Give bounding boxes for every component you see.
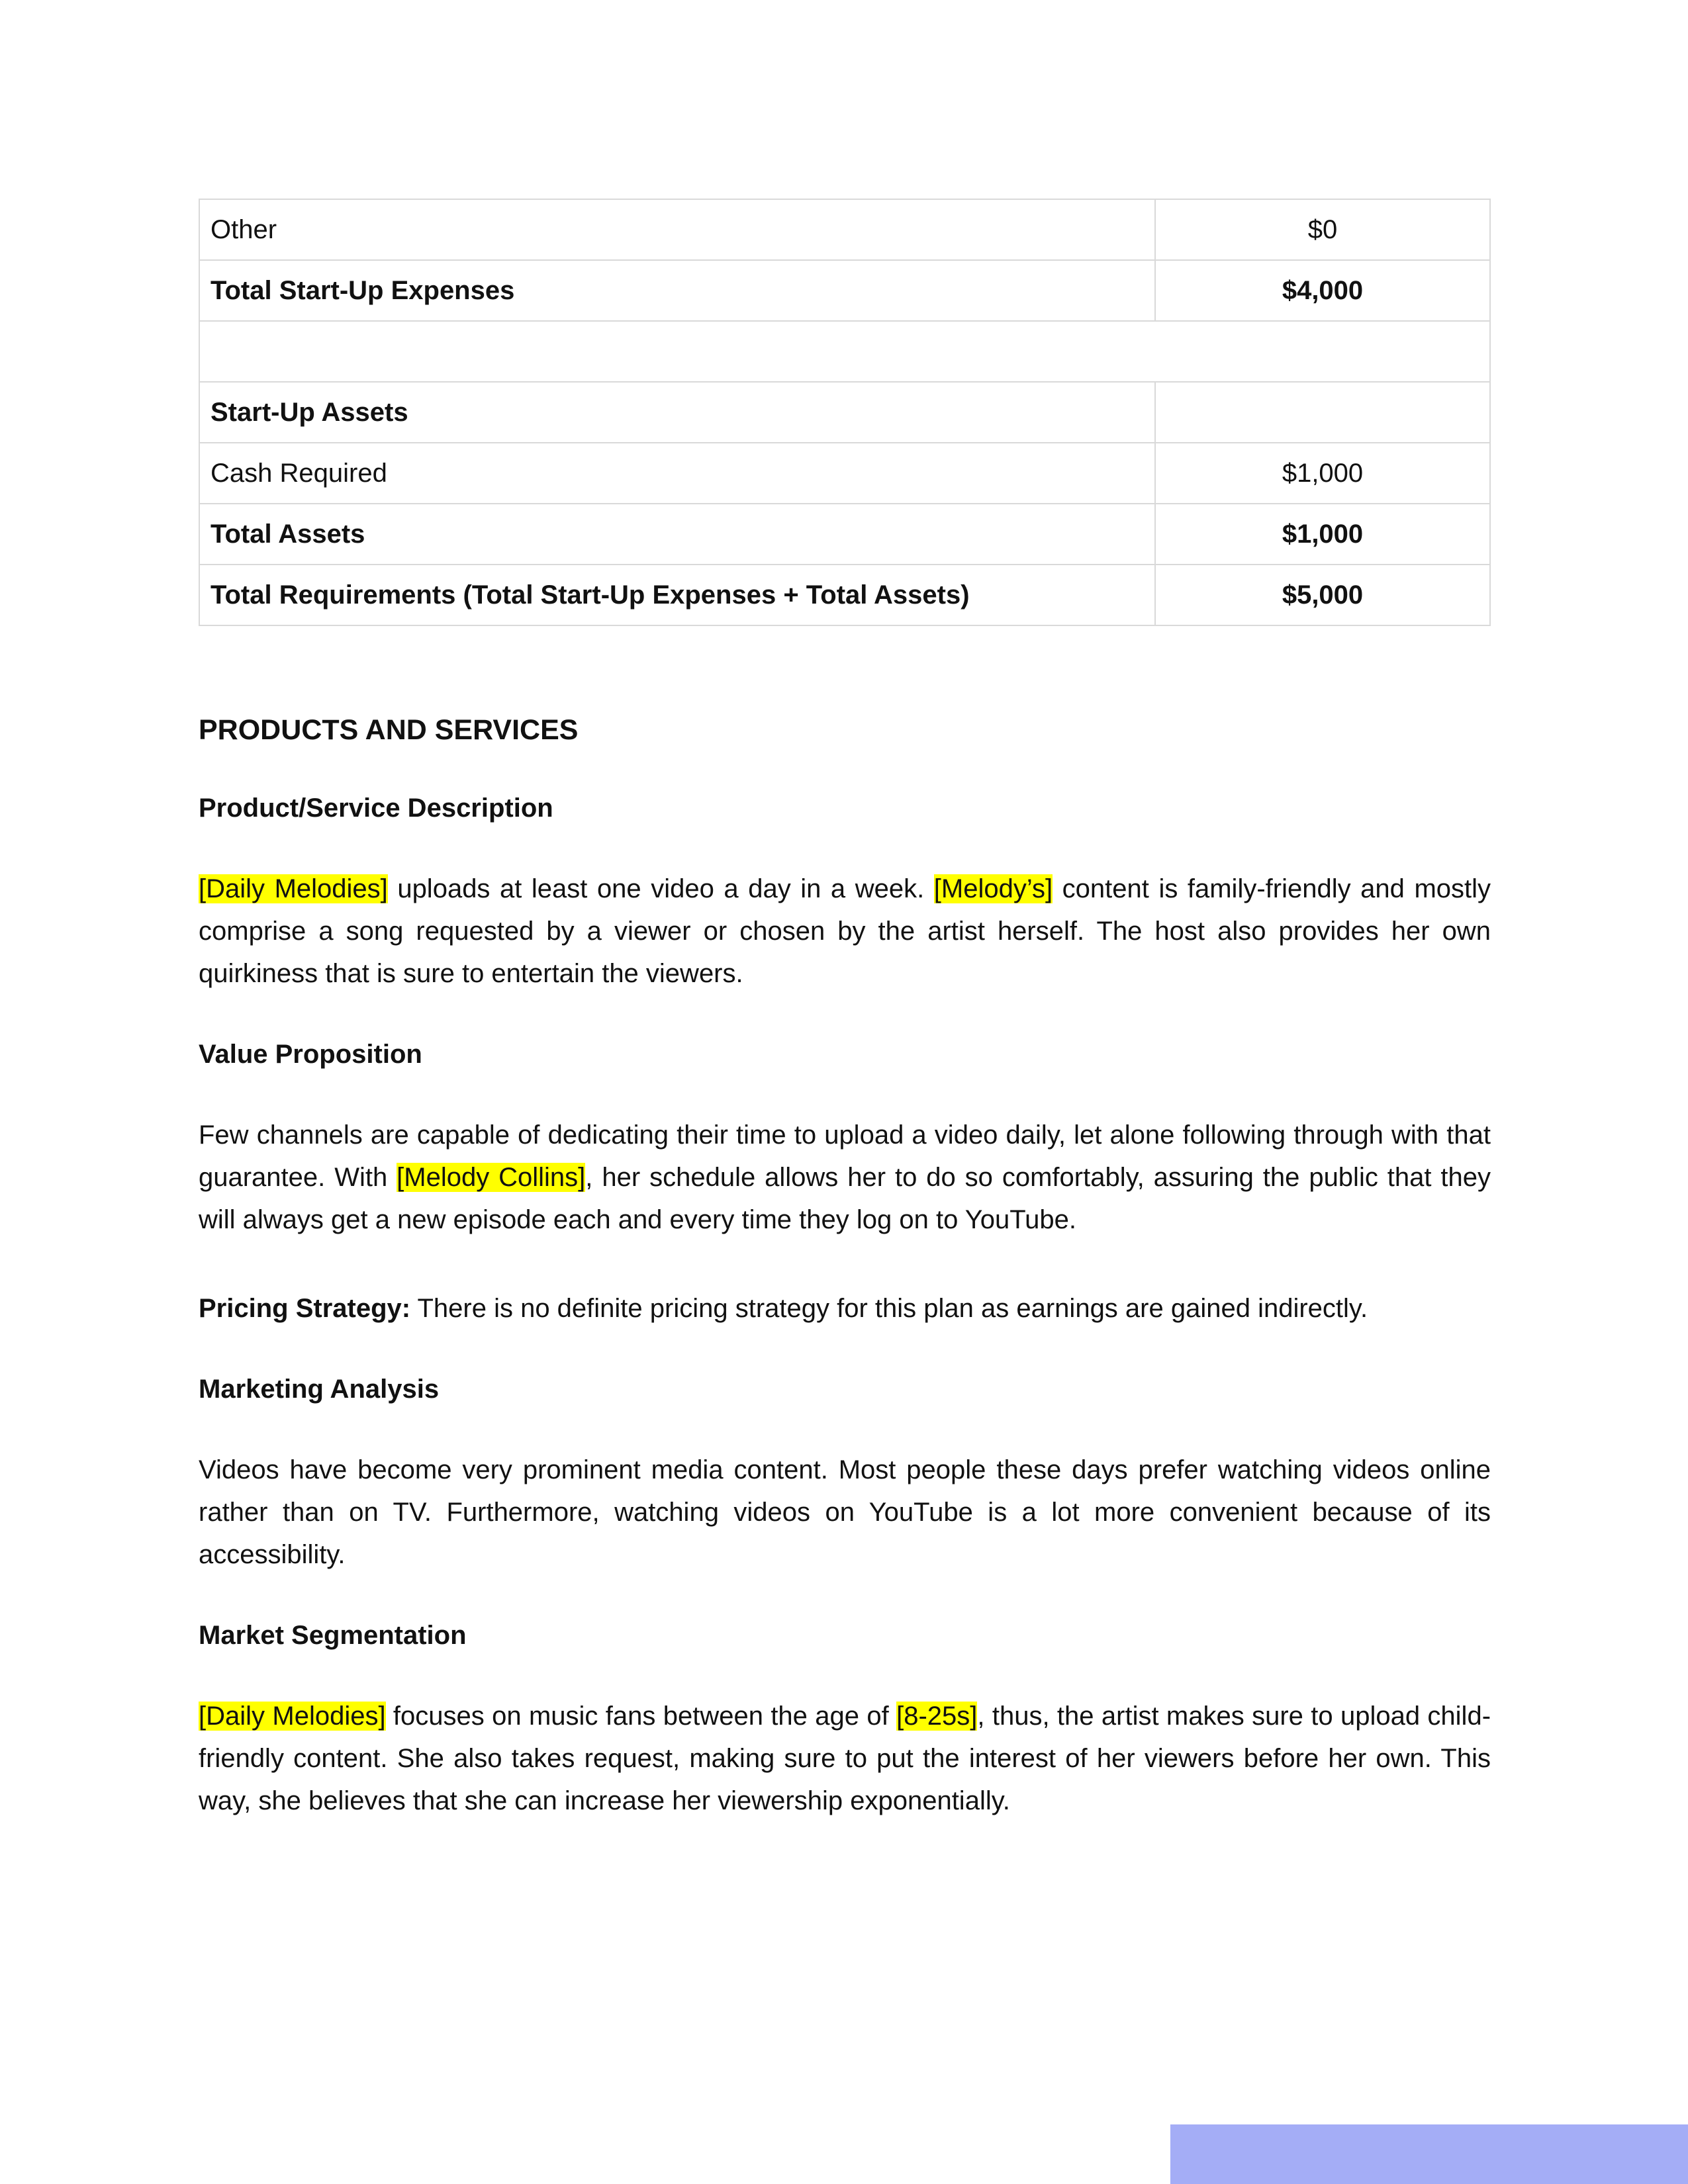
footer-accent-bar — [1170, 2124, 1688, 2184]
document-page — [199, 199, 1491, 1822]
section-title: PRODUCTS AND SERVICES — [199, 714, 579, 746]
paragraph-text: focuses on music fans between the age of — [385, 1702, 897, 1731]
marketing-analysis-heading: Marketing Analysis — [199, 1375, 440, 1404]
row-label: Other — [199, 199, 1155, 260]
table-row — [199, 382, 1490, 443]
row-value: $1,000 — [1155, 504, 1490, 565]
description-paragraph — [199, 868, 1491, 995]
row-label: Total Assets — [199, 504, 1155, 565]
description-heading: Product/Service Description — [199, 794, 553, 823]
value-proposition-paragraph — [199, 1114, 1491, 1241]
row-label: Start-Up Assets — [199, 382, 1155, 443]
table-row — [199, 504, 1490, 565]
table-row-spacer — [199, 321, 1490, 382]
row-label: Cash Required — [199, 443, 1155, 504]
row-value: $1,000 — [1155, 443, 1490, 504]
table-row — [199, 199, 1490, 260]
highlight-placeholder: [Melody’s] — [933, 874, 1053, 903]
row-label: Total Requirements (Total Start-Up Expenses + Total Assets) — [199, 565, 1155, 625]
table-row — [199, 443, 1490, 504]
market-segmentation-heading: Market Segmentation — [199, 1621, 467, 1650]
paragraph-text: , thus, the artist makes sure to upload child-friendly content. She also takes request, making sure to put the interest of her viewers before her own. This way, she believes that she can increase her viewership exponentially. — [199, 1702, 1491, 1815]
highlight-placeholder: [Melody Collins] — [397, 1163, 586, 1192]
market-segmentation-paragraph — [199, 1695, 1491, 1822]
paragraph-text: uploads at least one video a day in a week. — [387, 874, 934, 903]
highlight-placeholder: [Daily Melodies] — [199, 874, 388, 903]
pricing-strategy-label: Pricing Strategy: — [199, 1294, 411, 1323]
marketing-analysis-paragraph: Videos have become very prominent media content. Most people these days prefer watching videos online rather than on TV. Furthermore, watching videos on YouTube is a lot more convenient because of its accessibility. — [199, 1455, 1491, 1569]
paragraph-text: There is no definite pricing strategy for this plan as earnings are gained indirectly. — [410, 1294, 1368, 1323]
row-label: Total Start-Up Expenses — [199, 260, 1155, 321]
table-row — [199, 565, 1490, 625]
row-value: $5,000 — [1155, 565, 1490, 625]
paragraph-text: content is family-friendly and mostly comprise a song requested by a viewer or chosen by the artist herself. The host also provides her own quirkiness that is sure to entertain the viewers. — [199, 874, 1491, 988]
paragraph-text: Few channels are capable of dedicating their time to upload a video daily, let alone following through with that guarantee. With — [199, 1120, 1491, 1192]
row-value — [1155, 382, 1490, 443]
paragraph-text: , her schedule allows her to do so comfortably, assuring the public that they will always get a new episode each and every time they log on to YouTube. — [199, 1163, 1491, 1234]
highlight-placeholder: [8-25s] — [896, 1702, 978, 1731]
row-value: $0 — [1155, 199, 1490, 260]
pricing-strategy-paragraph — [199, 1287, 1491, 1330]
value-proposition-heading: Value Proposition — [199, 1040, 422, 1069]
table-row — [199, 260, 1490, 321]
spacer-cell — [199, 321, 1490, 382]
startup-budget-table — [199, 199, 1491, 626]
row-value: $4,000 — [1155, 260, 1490, 321]
highlight-placeholder: [Daily Melodies] — [199, 1702, 386, 1731]
